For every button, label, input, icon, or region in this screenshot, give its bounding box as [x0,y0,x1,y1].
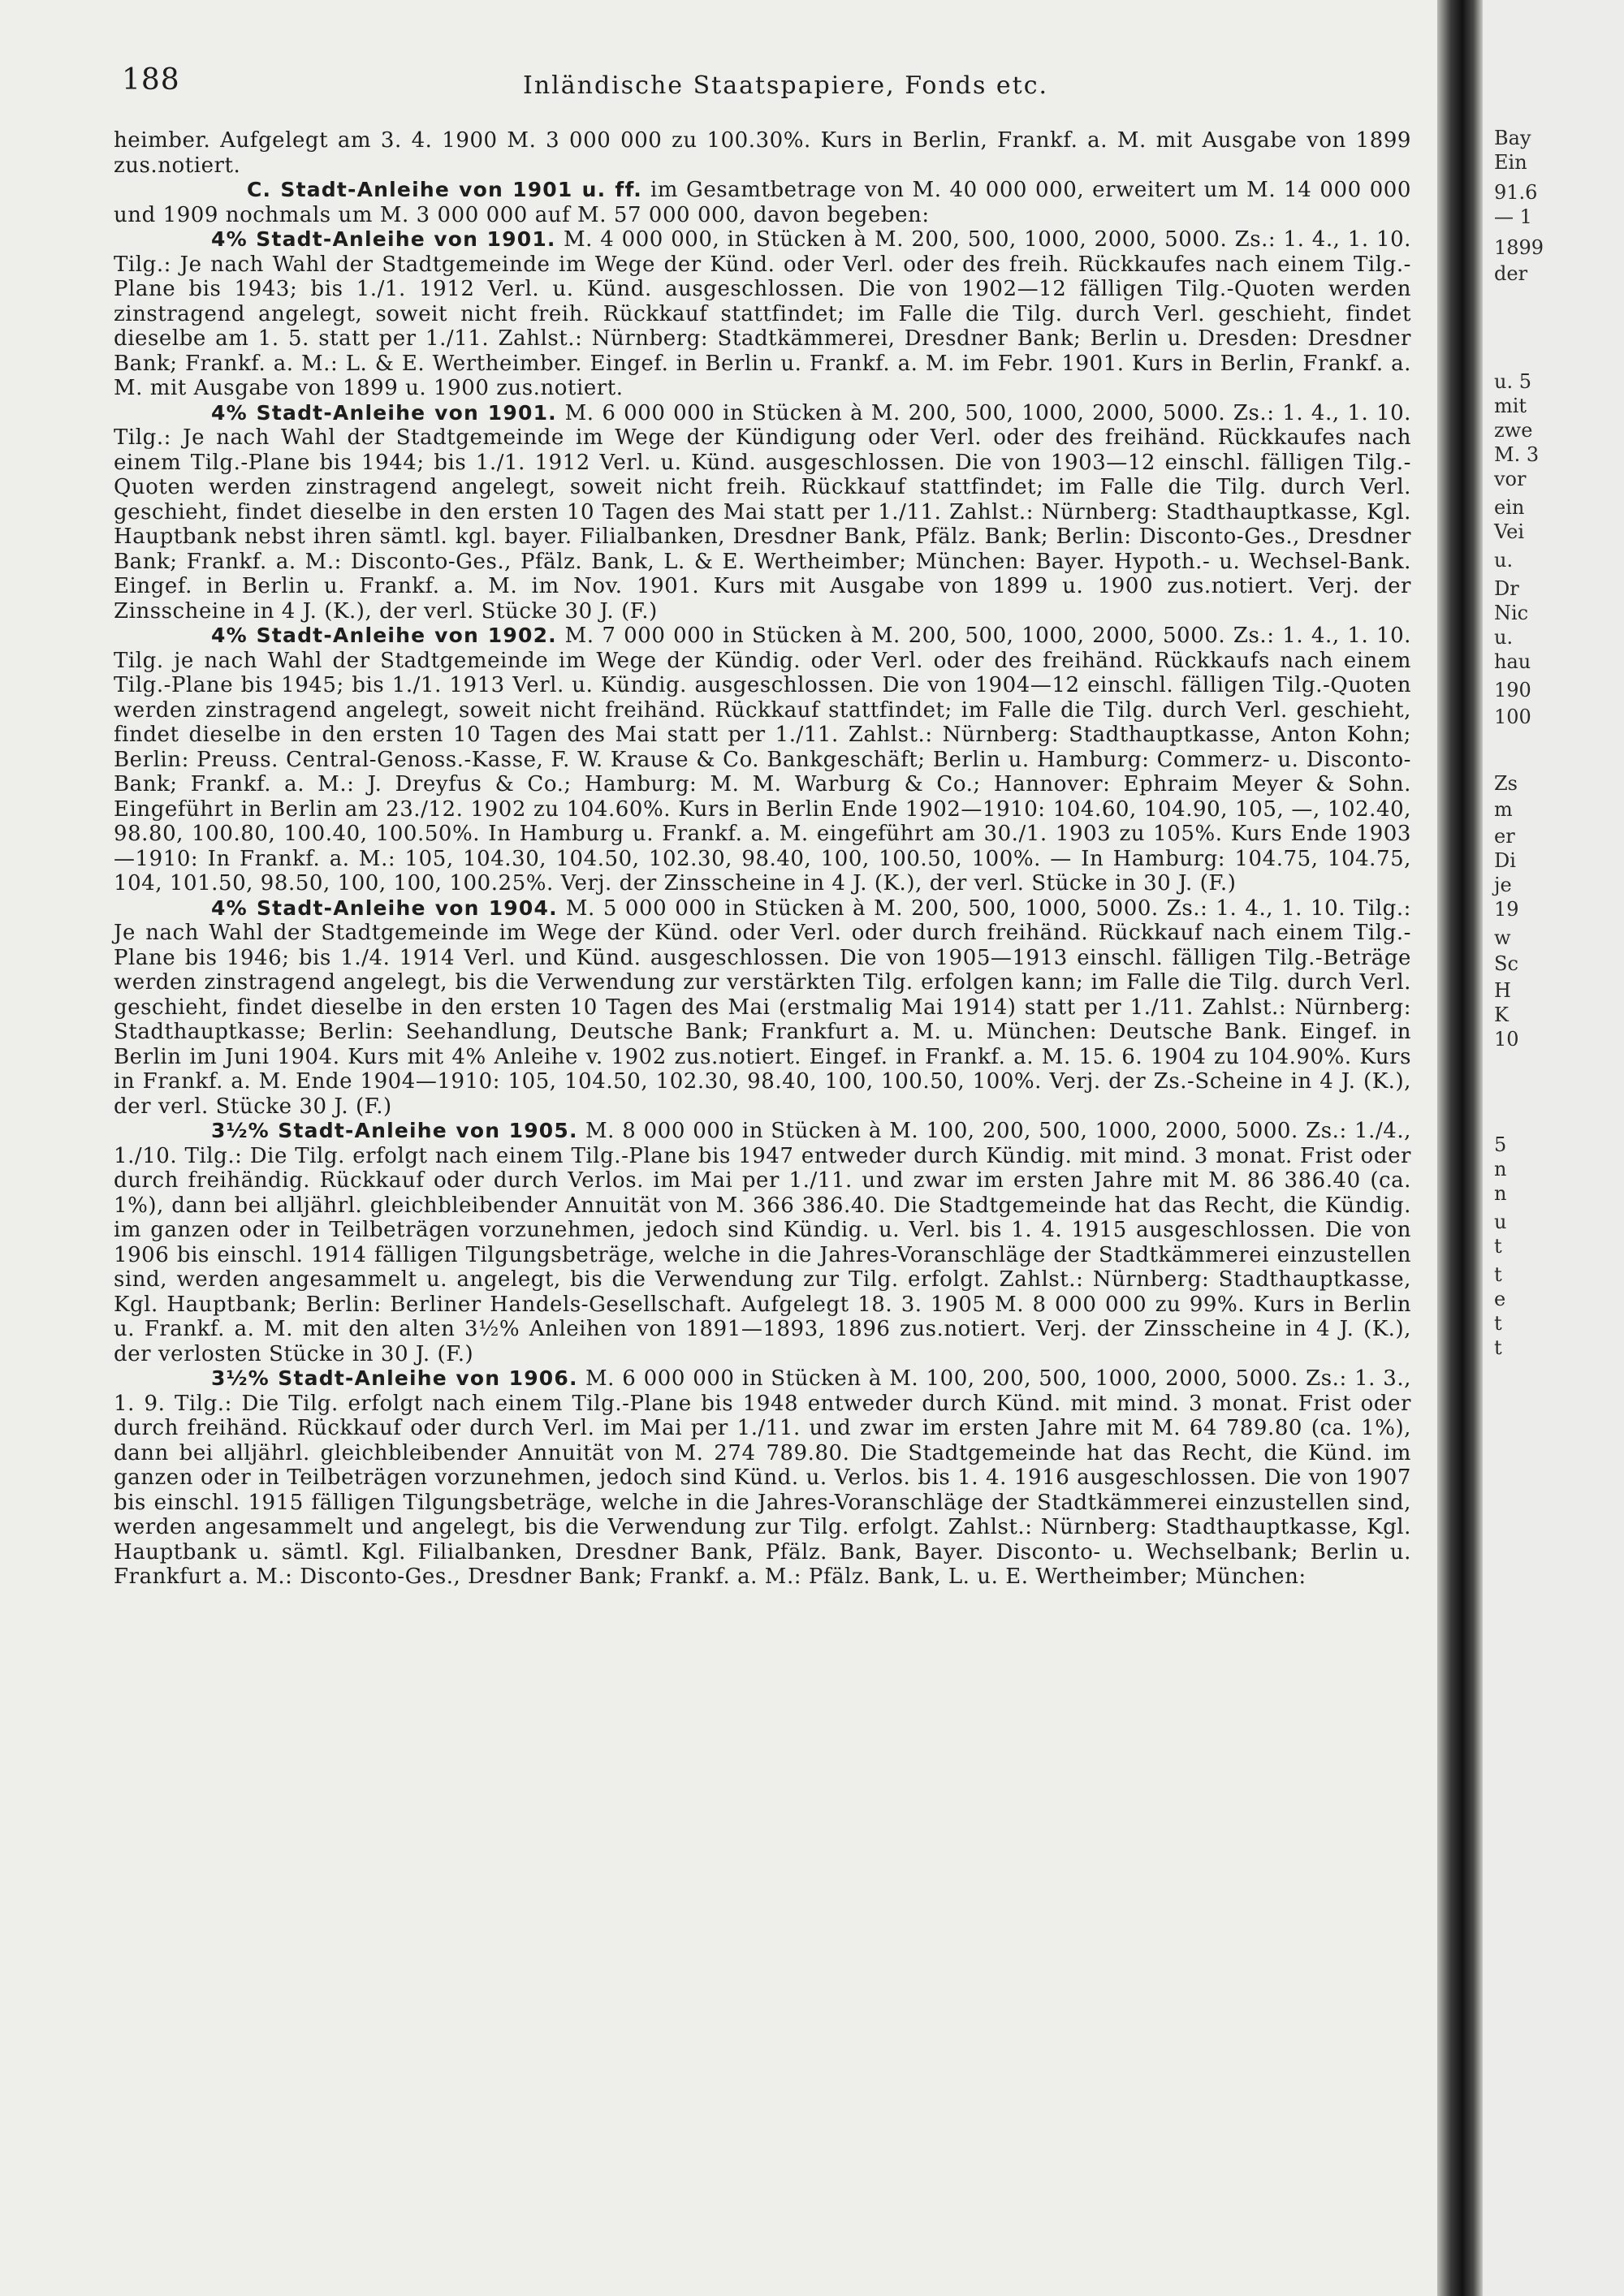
paragraph-text: M. 7 000 000 in Stücken à M. 200, 500, 1000, 2000, 5000. Zs.: 1. 4., 1. 10. Tilg. je nach Wahl der Stadtgemeinde im Wege der Kündig. oder Verl. oder des freihänd. Rückkaufs nach einem Tilg.-Plane bis 1945; bis 1./1. 1913 Verl. u. Kündig. ausgeschlossen. Die von 1904—12 einschl. fälligen Tilg.-Quoten werden zinstragend angelegt, soweit nicht freihänd. Rückkauf stattfindet; im Falle die Tilg. durch Verl. geschieht, findet dieselbe in den ersten 10 Tagen des Mai statt per 1./11. Zahlst.: Nürnberg: Stadthauptkasse, Anton Kohn; Berlin: Preuss. Central-Genoss.-Kasse, F. W. Krause & Co. Bankgeschäft; Berlin u. Hamburg: Commerz- u. Disconto-Bank; Frankf. a. M.: J. Dreyfus & Co.; Hamburg: M. M. Warburg & Co.; Hannover: Ephraim Meyer & Sohn. Eingeführt in Berlin am 23./12. 1902 zu 104.60%. Kurs in Berlin Ende 1902—1910: 104.60, 104.90, 105, —, 102.40, 98.80, 100.80, 100.40, 100.50%. In Hamburg u. Frankf. a. M. eingeführt am 30./1. 1903 zu 105%. Kurs Ende 1903—1910: In Frankf. a. M.: 105, 104.30, 104.50, 102.30, 98.40, 100, 100.50, 100%. — In Hamburg: 104.75, 104.75, 104, 101.50, 98.50, 100, 100, 100.25%. Verj. der Zinsscheine in 4 J. (K.), der verl. Stücke in 30 J. (F.) [114,624,1411,896]
section-heading: C. Stadt-Anleihe von 1901 u. ff. [247,178,642,201]
adjacent-page-fragment: u [1494,1211,1507,1233]
paragraph-anleihe-1906 [114,1366,1411,1590]
paragraph-anleihe-1901-a [114,227,1411,401]
adjacent-page-fragment: 190 [1494,679,1531,701]
adjacent-page-fragment: der [1494,262,1528,285]
adjacent-page-fragment: 19 [1494,898,1519,921]
paragraph-stadt-anleihe-1901-ff [114,178,1411,227]
adjacent-page-fragment: er [1494,825,1515,848]
adjacent-page-fragment: m [1494,798,1513,821]
paragraph-continuation [114,128,1411,178]
book-gutter-shadow [1437,0,1483,2296]
paragraph-anleihe-1902 [114,624,1411,896]
adjacent-page-fragment: n [1494,1182,1507,1205]
adjacent-page-fragment: t [1494,1235,1502,1258]
paragraph-text: im Gesamtbetrage von M. 40 000 000, erweitert um M. 14 000 000 und 1909 nochmals um M. 3 000 000 auf M. 57 000 000, davon begeben: [114,178,1411,227]
page-header [122,63,1421,112]
section-heading: 4% Stadt-Anleihe von 1901. [211,400,557,425]
section-heading: 4% Stadt-Anleihe von 1902. [211,624,557,647]
adjacent-page-fragment: w [1494,926,1511,949]
adjacent-page-fragment: t [1494,1263,1502,1286]
adjacent-page-fragment: Bay [1494,127,1531,149]
adjacent-page-fragment: H [1494,979,1511,1002]
paragraph-anleihe-1904 [114,896,1411,1120]
adjacent-page-edge [1483,0,1624,2296]
adjacent-page-fragment: — 1 [1494,205,1532,228]
adjacent-page-fragment: u. 5 [1494,370,1531,393]
adjacent-page-fragment: Vei [1494,520,1525,543]
paragraph-text: M. 6 000 000 in Stücken à M. 200, 500, 1000, 2000, 5000. Zs.: 1. 4., 1. 10. Tilg.: Je nach Wahl der Stadtgemeinde im Wege der Kündigung oder Verl. oder des freihänd. Rückkaufes nach einem Tilg.-Plane bis 1944; bis 1./1. 1912 Verl. u. Künd. ausgeschlossen. Die von 1903—12 einschl. fälligen Tilg.-Quoten werden zinstragend angelegt, soweit nicht freih. Rückkauf stattfindet; im Falle die Tilg. durch Verl. geschieht, findet dieselbe in den ersten 10 Tagen des Mai statt per 1./11. Zahlst.: Nürnberg: Stadthauptkasse, Kgl. Hauptbank nebst ihren sämtl. kgl. bayer. Filialbanken, Dresdner Bank, Pfälz. Bank; Berlin: Disconto-Ges., Dresdner Bank; Frankf. a. M.: Disconto-Ges., Pfälz. Bank, L. & E. Wertheimber; München: Bayer. Hypoth.- u. Wechsel-Bank. Eingef. in Berlin u. Frankf. a. M. im Nov. 1901. Kurs mit Ausgabe von 1899 u. 1900 zus.notiert. Verj. der Zinsscheine in 4 J. (K.), der verl. Stücke 30 J. (F.) [114,400,1411,624]
adjacent-page-fragment: t [1494,1312,1502,1335]
adjacent-page-fragment: 10 [1494,1028,1519,1051]
adjacent-page-fragment: Di [1494,849,1516,872]
adjacent-page-fragment: K [1494,1003,1509,1026]
page-number: 188 [122,63,180,97]
paragraph-text: heimber. Aufgelegt am 3. 4. 1900 M. 3 000 000 zu 100.30%. Kurs in Berlin, Frankf. a. M. mit Ausgabe von 1899 zus.notiert. [114,128,1411,178]
section-heading: 3½% Stadt-Anleihe von 1905. [211,1119,578,1142]
adjacent-page-fragment: t [1494,1336,1502,1359]
body-text [114,128,1411,1590]
paragraph-text: M. 4 000 000, in Stücken à M. 200, 500, 1000, 2000, 5000. Zs.: 1. 4., 1. 10. Tilg.: Je nach Wahl der Stadtgemeinde im Wege der Künd. oder Verl. oder des freih. Rückkaufes nach einem Tilg.-Plane bis 1943; bis 1./1. 1912 Verl. u. Künd. ausgeschlossen. Die von 1902—12 fälligen Tilg.-Quoten werden zinstragend angelegt, soweit nicht freih. Rückkauf stattfindet; im Falle die Tilg. durch Verl. geschieht, findet dieselbe am 1. 5. statt per 1./11. Zahlst.: Nürnberg: Stadtkämmerei, Dresdner Bank; Berlin u. Dresden: Dresdner Bank; Frankf. a. M.: L. & E. Wertheimber. Eingef. in Berlin u. Frankf. a. M. im Febr. 1901. Kurs in Berlin, Frankf. a. M. mit Ausgabe von 1899 u. 1900 zus.notiert. [114,227,1411,400]
adjacent-page-fragment: ein [1494,496,1525,519]
adjacent-page-fragment: u. [1494,626,1514,649]
adjacent-page-fragment: Sc [1494,952,1518,975]
section-heading: 4% Stadt-Anleihe von 1901. [211,227,556,251]
adjacent-page-fragment: Ein [1494,151,1527,174]
paragraph-text: M. 5 000 000 in Stücken à M. 200, 500, 1000, 5000. Zs.: 1. 4., 1. 10. Tilg.: Je nach Wahl der Stadtgemeinde im Wege der Künd. oder Verl. oder durch freihänd. Rückkauf nach einem Tilg.-Plane bis 1946; bis 1./4. 1914 Verl. und Künd. ausgeschlossen. Die von 1905—1913 einschl. fälligen Tilg.-Beträge werden zinstragend angelegt, bis die Verwendung zur verstärkten Tilg. erfolgen kann; im Falle die Tilg. durch Verl. geschieht, findet dieselbe in den ersten 10 Tagen des Mai (erstmalig Mai 1914) statt per 1./11. Zahlst.: Nürnberg: Stadthauptkasse; Berlin: Seehandlung, Deutsche Bank; Frankfurt a. M. u. München: Deutsche Bank. Eingef. in Berlin im Juni 1904. Kurs mit 4% Anleihe v. 1902 zus.notiert. Eingef. in Frankf. a. M. 15. 6. 1904 zu 104.90%. Kurs in Frankf. a. M. Ende 1904—1910: 105, 104.50, 102.30, 98.40, 100, 100.50, 100%. Verj. der Zs.-Scheine in 4 J. (K.), der verl. Stücke 30 J. (F.) [114,896,1411,1119]
adjacent-page-fragment: zwe [1494,419,1533,442]
paragraph-anleihe-1905 [114,1119,1411,1366]
adjacent-page-fragment: Nic [1494,602,1529,624]
section-heading: 3½% Stadt-Anleihe von 1906. [211,1366,578,1390]
adjacent-page-fragment: hau [1494,650,1531,673]
adjacent-page-fragment: n [1494,1158,1507,1180]
paragraph-text: M. 6 000 000 in Stücken à M. 100, 200, 500, 1000, 2000, 5000. Zs.: 1. 3., 1. 9. Tilg.: Die Tilg. erfolgt nach einem Tilg.-Plane bis 1948 entweder durch Künd. mit mind. 3 monat. Frist oder durch freihänd. Rückkauf oder durch Verl. im Mai per 1./11. und zwar im ersten Jahre mit M. 64 789.80 (ca. 1%), dann bei alljährl. gleichbleibender Annuität von M. 274 789.80. Die Stadtgemeinde hat das Recht, die Künd. im ganzen oder in Teilbeträgen vorzunehmen, jedoch sind Künd. u. Verlos. bis 1. 4. 1916 ausgeschlossen. Die von 1907 bis einschl. 1915 fälligen Tilgungsbeträge, welche in die Jahres-Voranschläge der Stadtkämmerei einzustellen sind, werden angesammelt und angelegt, bis die Verwendung zur Tilg. erfolgt. Zahlst.: Nürnberg: Stadthauptkasse, Kgl. Hauptbank u. sämtl. Kgl. Filialbanken, Dresdner Bank, Pfälz. Bank, Bayer. Disconto- u. Wechselbank; Berlin u. Frankfurt a. M.: Disconto-Ges., Dresdner Bank; Frankf. a. M.: Pfälz. Bank, L. u. E. Wertheimber; München: [114,1366,1411,1589]
paragraph-anleihe-1901-b [114,401,1411,624]
running-title: Inländische Staatspapiere, Fonds etc. [523,71,1049,100]
section-heading: 4% Stadt-Anleihe von 1904. [211,896,558,920]
adjacent-page-fragment: 100 [1494,706,1531,728]
adjacent-page-fragment: 5 [1494,1133,1507,1156]
adjacent-page-fragment: Zs [1494,772,1518,795]
adjacent-page-fragment: 91.6 [1494,181,1538,204]
adjacent-page-fragment: vor [1494,468,1527,490]
adjacent-page-fragment: mit [1494,395,1527,417]
adjacent-page-fragment: e [1494,1288,1506,1310]
paragraph-text: M. 8 000 000 in Stücken à M. 100, 200, 500, 1000, 2000, 5000. Zs.: 1./4., 1./10. Tilg.: Die Tilg. erfolgt nach einem Tilg.-Plane bis 1947 entweder durch Kündig. mit mind. 3 monat. Frist oder durch freihändig. Rückkauf oder durch Verlos. im Mai per 1./11. und zwar im ersten Jahre mit M. 86 386.40 (ca. 1%), dann bei alljährl. gleichbleibender Annuität von M. 366 386.40. Die Stadtgemeinde hat das Recht, die Kündig. im ganzen oder in Teilbeträgen vorzunehmen, jedoch sind Kündig. u. Verl. bis 1. 4. 1915 ausgeschlossen. Die von 1906 bis einschl. 1914 fälligen Tilgungsbeträge, welche in die Jahres-Voranschläge der Stadtkämmerei einzustellen sind, werden angesammelt u. angelegt, bis die Verwendung zur Tilg. erfolgt. Zahlst.: Nürnberg: Stadthauptkasse, Kgl. Hauptbank; Berlin: Berliner Handels-Gesellschaft. Aufgelegt 18. 3. 1905 M. 8 000 000 zu 99%. Kurs in Berlin u. Frankf. a. M. mit den alten 3½% Anleihen von 1891—1893, 1896 zus.notiert. Verj. der Zinsscheine in 4 J. (K.), der verlosten Stücke in 30 J. (F.) [114,1119,1411,1366]
adjacent-page-fragment: M. 3 [1494,443,1540,466]
adjacent-page-fragment: u. [1494,549,1514,572]
adjacent-page-fragment: 1899 [1494,236,1544,259]
adjacent-page-fragment: je [1494,874,1512,896]
adjacent-page-fragment: Dr [1494,577,1519,600]
